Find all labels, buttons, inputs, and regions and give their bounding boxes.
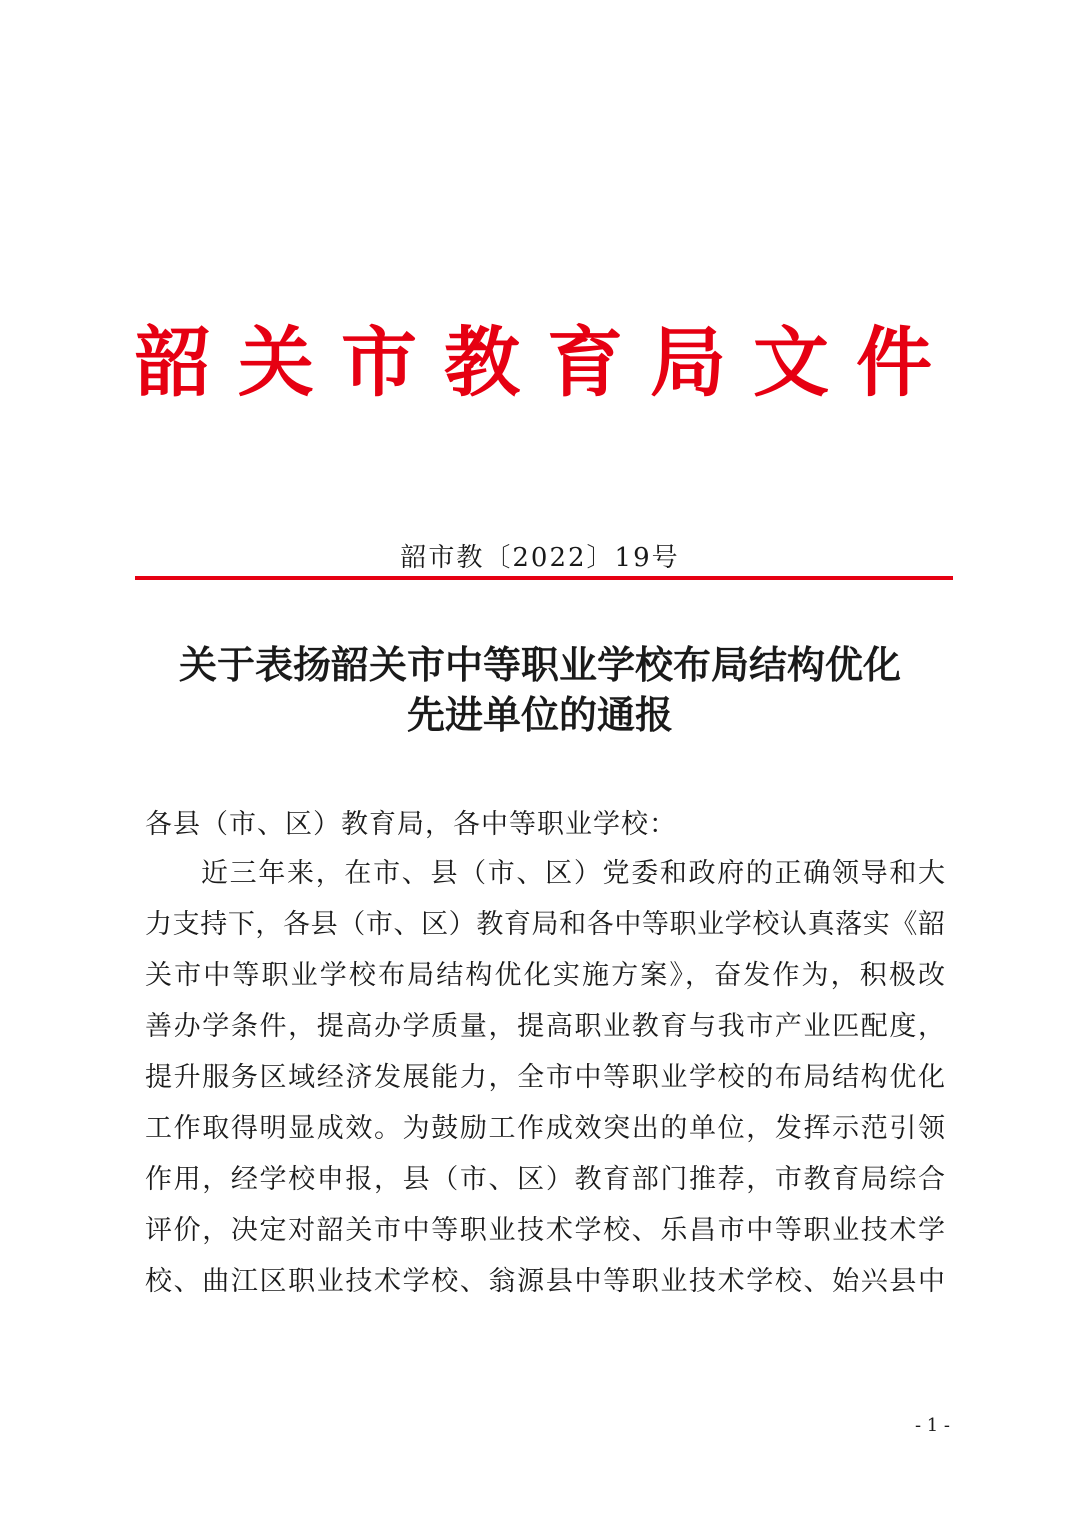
body-line: 工作取得明显成效。为鼓励工作成效突出的单位，发挥示范引领 xyxy=(145,1113,945,1144)
salutation: 各县（市、区）教育局，各中等职业学校： xyxy=(145,809,677,840)
body-line: 评价，决定对韶关市中等职业技术学校、乐昌市中等职业技术学 xyxy=(145,1215,945,1246)
body-line: 近三年来，在市、县（市、区）党委和政府的正确领导和大 xyxy=(201,858,945,889)
body-line: 关市中等职业学校布局结构优化实施方案》，奋发作为，积极改 xyxy=(145,960,945,991)
document-title xyxy=(100,640,980,740)
document-title-line-1: 关于表扬韶关市中等职业学校布局结构优化 xyxy=(178,643,901,687)
body-line: 提升服务区域经济发展能力，全市中等职业学校的布局结构优化 xyxy=(145,1062,945,1093)
body-line: 善办学条件，提高办学质量，提高职业教育与我市产业匹配度， xyxy=(145,1011,945,1042)
body-paragraph xyxy=(145,848,945,1307)
red-divider-line xyxy=(135,576,953,580)
masthead-title: 韶关市教育局文件 xyxy=(135,318,959,407)
body-line: 力支持下，各县（市、区）教育局和各中等职业学校认真落实《韶 xyxy=(145,909,945,940)
document-title-line-2: 先进单位的通报 xyxy=(406,693,673,737)
document-number: 韶市教〔2022〕19号 xyxy=(400,543,680,573)
body-line: 校、曲江区职业技术学校、翁源县中等职业技术学校、始兴县中 xyxy=(145,1266,945,1297)
body-line: 作用，经学校申报，县（市、区）教育部门推荐，市教育局综合 xyxy=(145,1164,945,1195)
page-number: - 1 - xyxy=(914,1415,950,1436)
